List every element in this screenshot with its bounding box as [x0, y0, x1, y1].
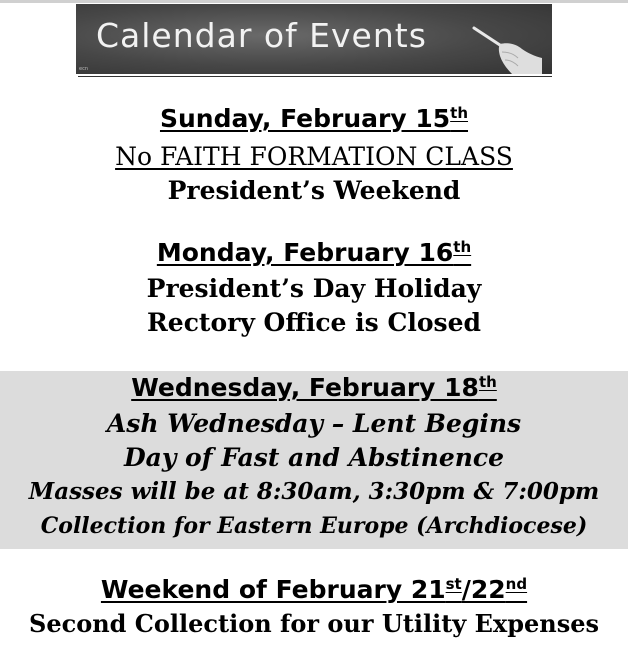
- event-wednesday: [0, 371, 628, 549]
- banner-title: Calendar of Events: [96, 16, 427, 55]
- event-monday: [0, 238, 628, 340]
- event-line: Collection for Eastern Europe (Archdiocese): [40, 513, 588, 539]
- top-rule: [0, 0, 628, 3]
- calendar-banner: [76, 4, 552, 74]
- event-line: President’s Weekend: [167, 176, 461, 205]
- event-sunday: [0, 104, 628, 208]
- event-line: President’s Day Holiday: [146, 274, 482, 303]
- event-line: Day of Fast and Abstinence: [123, 443, 505, 472]
- event-line: Rectory Office is Closed: [147, 308, 481, 337]
- event-line: Second Collection for our Utility Expenses: [29, 609, 599, 638]
- event-date: Monday, February 16th: [156, 238, 472, 267]
- chalk-hand-icon: [472, 22, 542, 74]
- event-line: Ash Wednesday – Lent Begins: [106, 409, 522, 438]
- event-line: No FAITH FORMATION CLASS: [115, 142, 513, 171]
- event-date: Weekend of February 21st/22nd: [100, 575, 528, 604]
- event-date: Wednesday, February 18th: [131, 373, 497, 402]
- event-weekend: [0, 575, 628, 641]
- event-line: Masses will be at 8:30am, 3:30pm & 7:00pm: [28, 478, 600, 505]
- banner-credit: ecn: [79, 66, 88, 72]
- banner-underline: [78, 76, 552, 77]
- event-date: Sunday, February 15th: [159, 104, 469, 133]
